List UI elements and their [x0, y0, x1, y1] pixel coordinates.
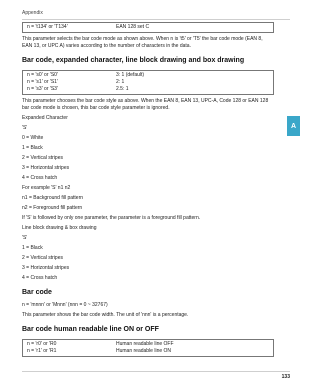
text-line: 2 = Vertical stripes: [22, 255, 63, 261]
code-description: 3: 1 (default): [116, 72, 145, 78]
text-line: This parameter shows the bar code width. The unit of 'nnn' is a percentage.: [22, 312, 189, 318]
text-line: n2 = Foreground fill pattern: [22, 205, 83, 211]
barcode-style-box: [22, 70, 274, 95]
style-paragraph: This parameter chooses the bar code style as above. When the EAN 8, EAN 13, UPC-A, Code 128 or EAN 128 bar code mode is chosen, this bar code style parameter is ignored.: [22, 98, 269, 111]
section-heading-human-readable: Bar code human readable line ON or OFF: [22, 326, 159, 333]
text-line: 1 = Black: [22, 245, 43, 251]
code-description: Human readable line OFF: [116, 341, 174, 347]
text-line: 3 = Horizontal stripes: [22, 165, 70, 171]
code-value: n = 's3' or 'S3': [27, 86, 58, 92]
text-line: Expanded Character: [22, 115, 68, 121]
code-description: EAN 128 set C: [116, 24, 150, 30]
text-line: If 'S' is followed by only one parameter, the parameter is a foreground fill pattern.: [22, 215, 201, 221]
page-number: 133: [281, 374, 290, 380]
text-line: 4 = Cross hatch: [22, 175, 58, 181]
barcode-mode-box: [22, 22, 274, 33]
text-line: 1 = Black: [22, 145, 43, 151]
code-value: n = 't134' or 'T134': [27, 24, 68, 30]
section-heading-barcode-style: Bar code, expanded character, line block drawing and box drawing: [22, 57, 245, 64]
code-row: [27, 24, 269, 31]
text-line: n1 = Background fill pattern: [22, 195, 84, 201]
code-value: n = 'r1' or 'R1: [27, 348, 57, 354]
code-value: n = 's1' or 'S1': [27, 79, 58, 85]
code-row: [27, 348, 269, 355]
page-content: [22, 22, 274, 360]
human-readable-box: [22, 339, 274, 357]
code-row: [27, 72, 269, 79]
running-header: Appendix: [22, 10, 43, 16]
code-row: [27, 341, 269, 348]
code-description: 2.5: 1: [116, 86, 129, 92]
text-line: 0 = White: [22, 135, 44, 141]
code-description: 2: 1: [116, 79, 125, 85]
text-line: 3 = Horizontal stripes: [22, 265, 70, 271]
text-line: 2 = Vertical stripes: [22, 155, 63, 161]
text-line: For example 'S' n1 n2: [22, 185, 71, 191]
code-value: n = 's0' or 'S0': [27, 72, 58, 78]
section-heading-barcode-width: Bar code: [22, 289, 52, 296]
text-line: n = 'mnnn' or 'Mnnn' (nnn = 0 ~ 32767): [22, 302, 108, 308]
text-line: 'S': [22, 125, 28, 131]
code-description: Human readable line ON: [116, 348, 172, 354]
header-divider: [22, 19, 290, 20]
code-row: [27, 79, 269, 86]
text-line: 4 = Cross hatch: [22, 275, 58, 281]
text-line: Line block drawing & box drawing: [22, 225, 97, 231]
mode-paragraph: This parameter selects the bar code mode as shown above. When n is 't5' or 'T5' the bar code mode (EAN 8, EAN 13, or UPC A) varies according to the number of characters in the data.: [22, 36, 263, 49]
code-value: n = 'r0' or 'R0: [27, 341, 57, 347]
footer-divider: [22, 371, 290, 372]
appendix-tab: A: [287, 116, 300, 136]
text-line: 'S': [22, 235, 28, 241]
code-row: [27, 86, 269, 93]
